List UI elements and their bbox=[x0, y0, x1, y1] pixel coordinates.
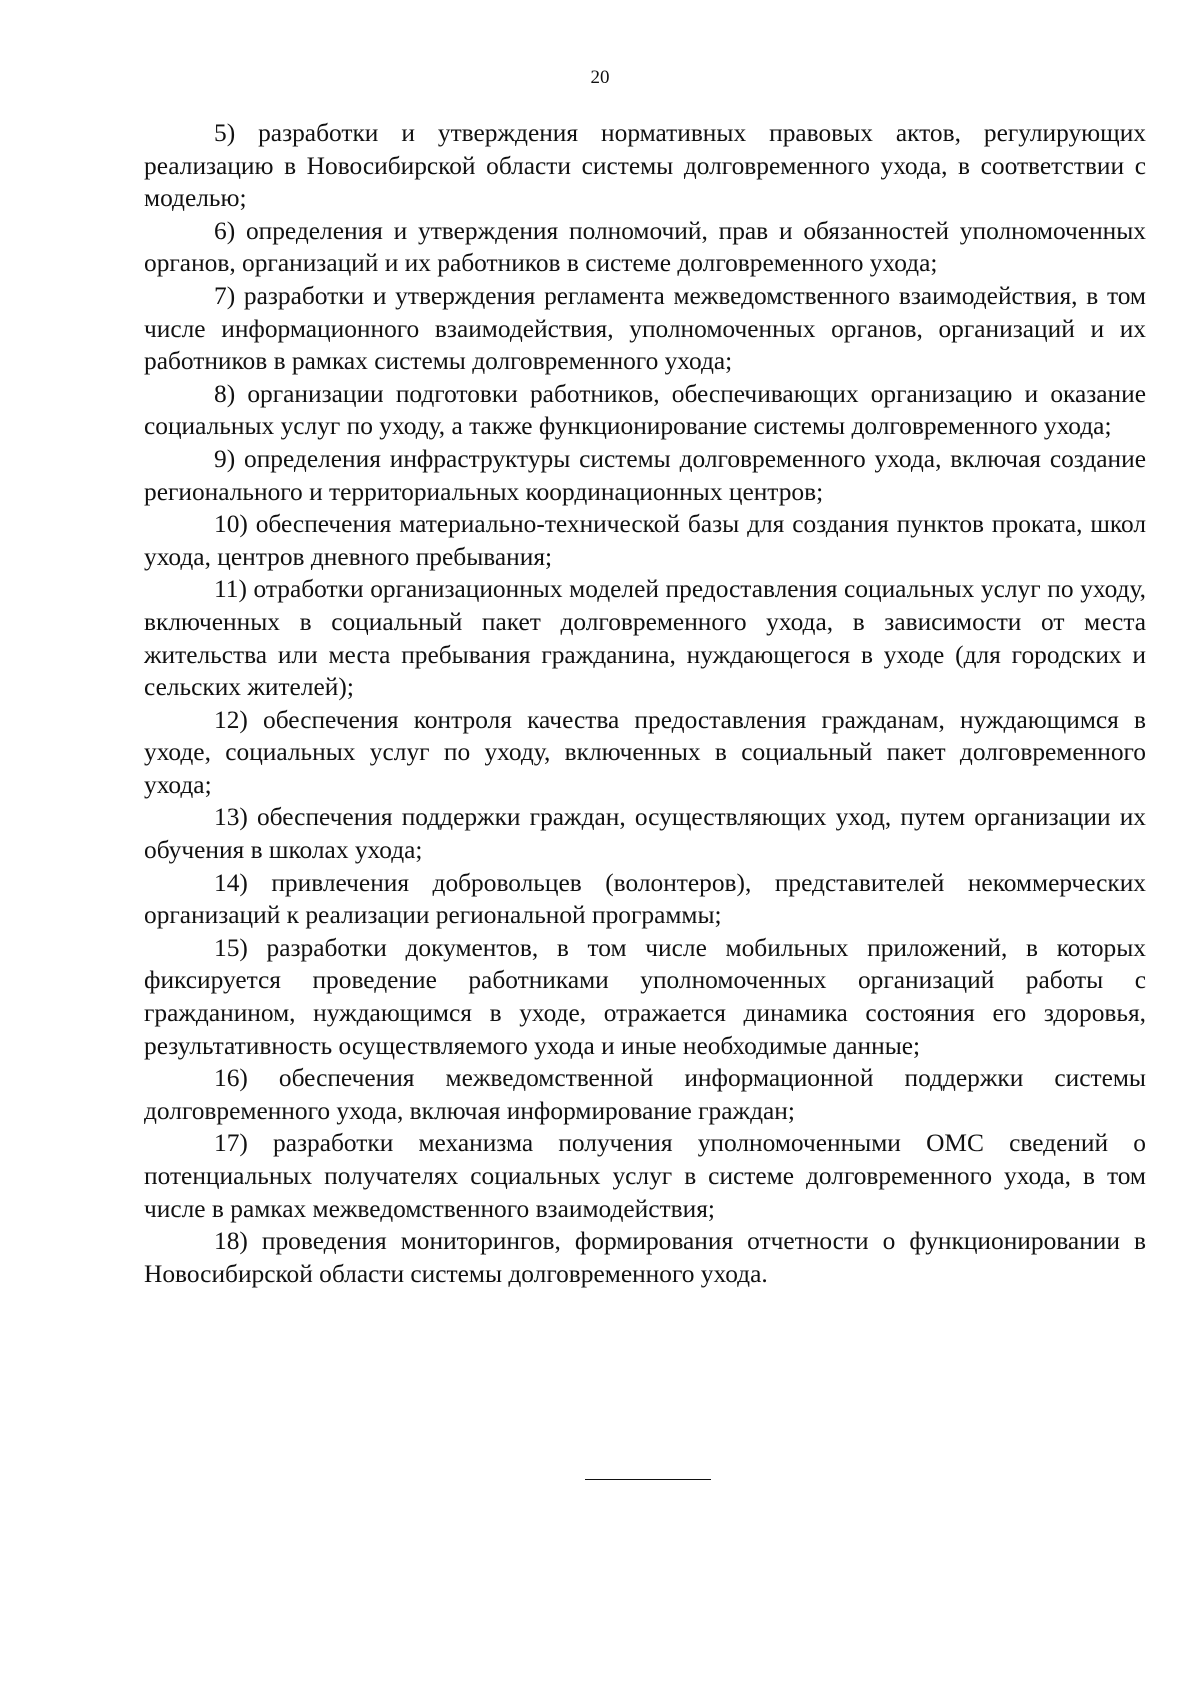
list-item: 12) обеспечения контроля качества предоставления гражданам, нуждающимся в уходе, социальных услуг по уходу, включенных в социальный пакет долговременного ухода; bbox=[144, 705, 1146, 799]
list-item: 17) разработки механизма получения уполномоченными ОМС сведений о потенциальных получателях социальных услуг в системе долговременного ухода, в том числе в рамках межведомственного взаимодействия; bbox=[144, 1129, 1146, 1223]
list-item: 11) отработки организационных моделей предоставления социальных услуг по уходу, включенных в социальный пакет долговременного ухода, в зависимости от места жительства или места пребывания гражданина, нуждающегося в уходе (для городских и сельских жителей); bbox=[144, 575, 1146, 702]
closing-divider bbox=[585, 1479, 711, 1480]
list-item: 9) определения инфраструктуры системы долговременного ухода, включая создание регионального и территориальных координационных центров; bbox=[144, 444, 1146, 506]
list-item: 7) разработки и утверждения регламента межведомственного взаимодействия, в том числе информационного взаимодействия, уполномоченных органов, организаций и их работников в рамках системы долговременного ухода; bbox=[144, 281, 1146, 376]
page-number: 20 bbox=[590, 67, 610, 88]
document-body bbox=[144, 117, 1146, 1290]
list-item: 16) обеспечения межведомственной информационной поддержки системы долговременного ухода, включая информирование граждан; bbox=[144, 1064, 1146, 1125]
list-item: 13) обеспечения поддержки граждан, осуществляющих уход, путем организации их обучения в школах ухода; bbox=[144, 803, 1146, 865]
list-item: 15) разработки документов, в том числе мобильных приложений, в которых фиксируется проведение работниками уполномоченных организаций работы с гражданином, нуждающимся в уходе, отражается динамика состояния его здоровья, результативность осуществляемого ухода и иные необходимые данные; bbox=[144, 933, 1146, 1060]
list-item: 8) организации подготовки работников, обеспечивающих организацию и оказание социальных услуг по уходу, а также функционирование системы долговременного ухода; bbox=[144, 379, 1146, 441]
list-item: 5) разработки и утверждения нормативных правовых актов, регулирующих реализацию в Новосибирской области системы долговременного ухода, в соответствии с моделью; bbox=[144, 119, 1146, 213]
list-item: 6) определения и утверждения полномочий, прав и обязанностей уполномоченных органов, организаций и их работников в системе долговременного ухода; bbox=[144, 216, 1146, 278]
list-item: 10) обеспечения материально-технической базы для создания пунктов проката, школ ухода, центров дневного пребывания; bbox=[144, 510, 1146, 571]
list-item: 14) привлечения добровольцев (волонтеров), представителей некоммерческих организаций к реализации региональной программы; bbox=[144, 868, 1146, 930]
list-item: 18) проведения мониторингов, формирования отчетности о функционировании в Новосибирской области системы долговременного ухода. bbox=[144, 1227, 1146, 1288]
